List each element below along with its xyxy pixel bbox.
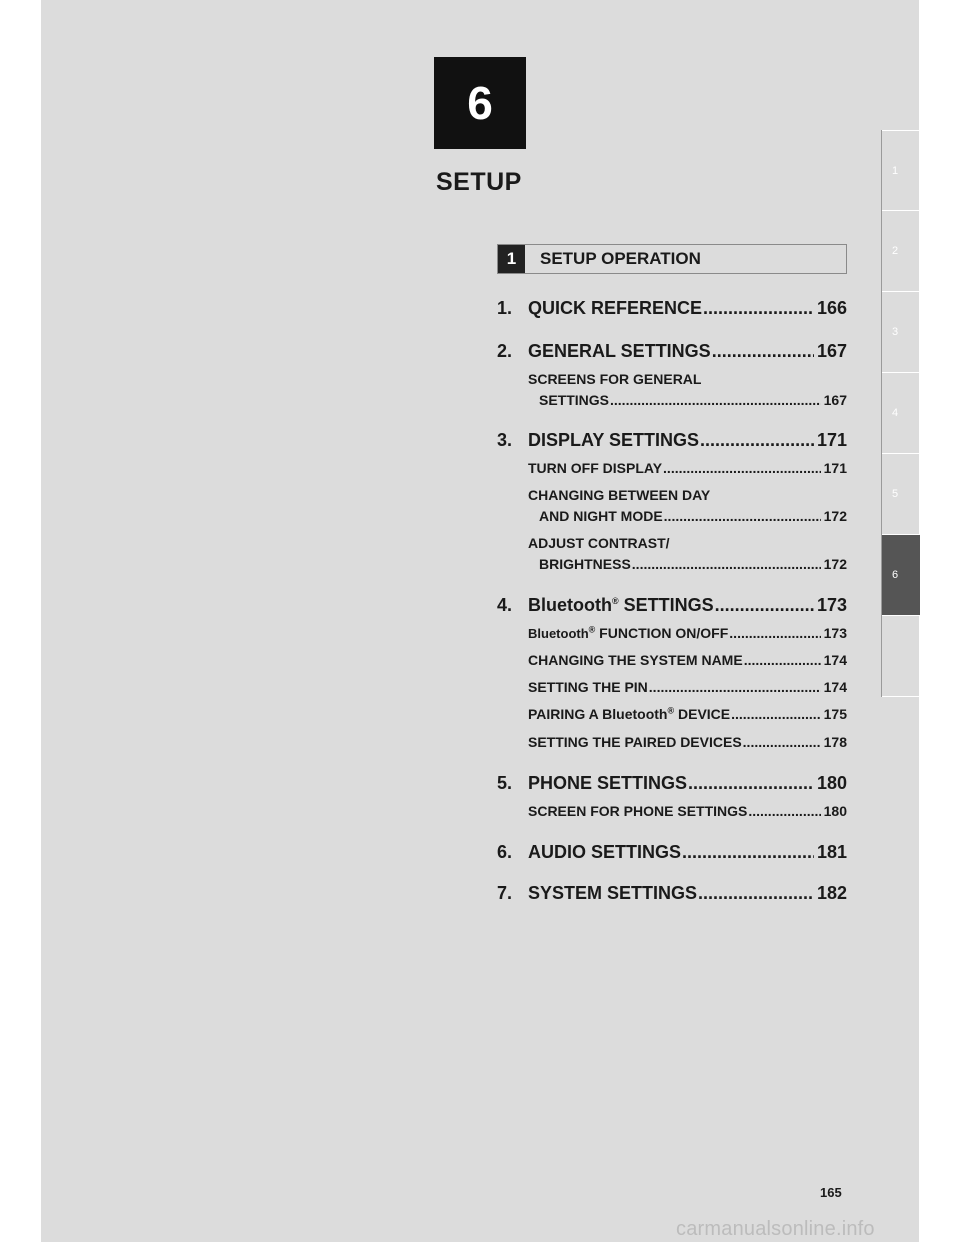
section-number: 1 xyxy=(498,245,525,273)
toc-subentry[interactable]: CHANGING BETWEEN DAY AND NIGHT MODE ..... 172 xyxy=(528,485,847,527)
toc-subentry[interactable]: CHANGING THE SYSTEM NAME ..... 174 xyxy=(528,650,847,671)
chapter-title: SETUP xyxy=(436,168,522,196)
toc-subentry[interactable]: SETTING THE PAIRED DEVICES ..... 178 xyxy=(528,732,847,753)
chapter-tab-1[interactable]: 1 xyxy=(882,130,920,211)
chapter-tab-5[interactable]: 5 xyxy=(882,454,920,535)
chapter-number-box xyxy=(434,57,526,149)
toc-subentry[interactable]: SCREEN FOR PHONE SETTINGS ..... 180 xyxy=(528,801,847,822)
toc-entry[interactable]: 1. QUICK REFERENCE ..... 166 xyxy=(497,297,847,319)
chapter-tab-3[interactable]: 3 xyxy=(882,292,920,373)
toc-subentry[interactable]: TURN OFF DISPLAY ..... 171 xyxy=(528,458,847,479)
toc-subentry[interactable]: SETTING THE PIN ..... 174 xyxy=(528,677,847,698)
toc-entry[interactable]: 2. GENERAL SETTINGS ..... 167 xyxy=(497,340,847,362)
watermark: carmanualsonline.info xyxy=(676,1218,875,1240)
toc-entry[interactable]: 6. AUDIO SETTINGS ..... 181 xyxy=(497,841,847,863)
toc-subentry[interactable]: Bluetooth® FUNCTION ON/OFF ..... 173 xyxy=(528,623,847,644)
toc-entry[interactable]: 5. PHONE SETTINGS ..... 180 xyxy=(497,772,847,794)
toc-entry[interactable]: 4. Bluetooth® SETTINGS ..... 173 xyxy=(497,594,847,616)
toc-subentry[interactable]: ADJUST CONTRAST/ BRIGHTNESS ..... 172 xyxy=(528,533,847,575)
chapter-tab-4[interactable]: 4 xyxy=(882,373,920,454)
chapter-tab-6[interactable]: 6 xyxy=(882,535,920,616)
section-header xyxy=(497,244,847,274)
section-title: SETUP OPERATION xyxy=(540,249,701,268)
toc-entry[interactable]: 3. DISPLAY SETTINGS ..... 171 xyxy=(497,429,847,451)
toc-subentry[interactable]: SCREENS FOR GENERAL SETTINGS ..... 167 xyxy=(528,369,847,411)
chapter-tab-2[interactable]: 2 xyxy=(882,211,920,292)
toc-subentry[interactable]: PAIRING A Bluetooth® DEVICE ..... 175 xyxy=(528,704,847,725)
chapter-number: 6 xyxy=(467,77,493,129)
chapter-tabs xyxy=(881,130,920,697)
toc-entry[interactable]: 7. SYSTEM SETTINGS ..... 182 xyxy=(497,882,847,904)
chapter-tab-7[interactable] xyxy=(882,616,920,697)
page-number: 165 xyxy=(820,1185,842,1200)
